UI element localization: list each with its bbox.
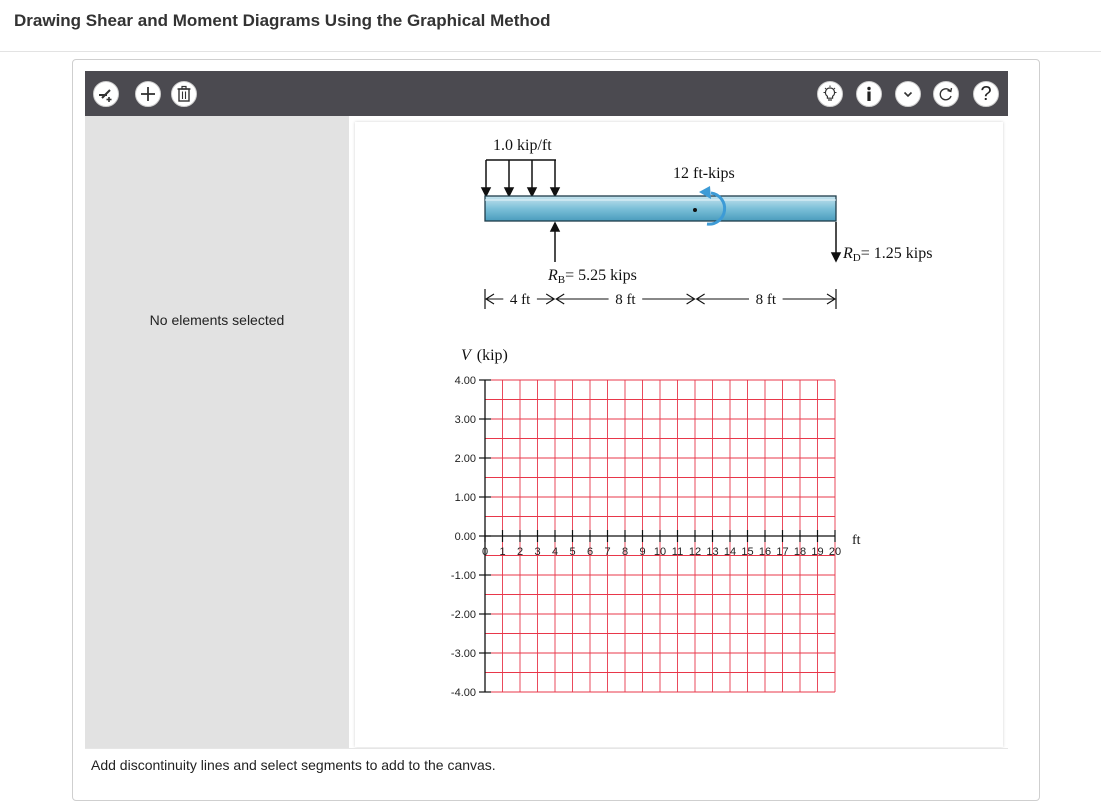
footer-instruction: Add discontinuity lines and select segments to add to the canvas. xyxy=(91,757,496,773)
y-tick-label: 4.00 xyxy=(454,375,476,387)
dimension-label: 8 ft xyxy=(755,292,777,308)
reaction-b-label: RB= 5.25 kips xyxy=(548,267,637,286)
y-tick-labels xyxy=(451,375,476,699)
y-tick-label: 3.00 xyxy=(454,414,476,426)
dimension-label: 4 ft xyxy=(509,292,531,308)
distributed-load xyxy=(482,160,559,196)
y-tick-label: -3.00 xyxy=(450,648,476,660)
x-tick-label: 15 xyxy=(741,546,754,558)
x-tick-label: 5 xyxy=(569,546,576,558)
y-tick-label: 1.00 xyxy=(454,492,476,504)
moment-load-label: 12 ft-kips xyxy=(673,165,735,182)
x-tick-label: 1 xyxy=(499,546,506,558)
selection-status: No elements selected xyxy=(149,312,285,328)
footer xyxy=(85,748,1008,790)
y-tick-label: 2.00 xyxy=(454,453,476,465)
x-tick-label: 7 xyxy=(604,546,611,558)
y-tick-label: 0.00 xyxy=(454,531,476,543)
x-tick-label: 20 xyxy=(828,546,842,558)
distributed-load-label: 1.0 kip/ft xyxy=(493,137,552,154)
reaction-d-label: RD= 1.25 kips xyxy=(843,245,933,264)
x-tick-labels xyxy=(482,546,841,558)
x-tick-label: 3 xyxy=(534,546,541,558)
x-tick-label: 16 xyxy=(758,546,772,558)
x-tick-label: 11 xyxy=(671,546,684,558)
graph-axes xyxy=(479,380,835,692)
x-tick-label: 0 xyxy=(481,546,489,558)
x-tick-label: 18 xyxy=(793,546,807,558)
dimension-segments xyxy=(486,292,835,308)
x-tick-label: 13 xyxy=(706,546,719,558)
page-title: Drawing Shear and Moment Diagrams Using the Graphical Method xyxy=(14,11,551,30)
y-tick-label: -1.00 xyxy=(450,570,476,582)
y-tick-label: -2.00 xyxy=(450,609,476,621)
graph-y-label: V (kip) xyxy=(461,347,508,364)
reaction-b-arrow xyxy=(551,223,559,262)
x-tick-label: 19 xyxy=(811,546,824,558)
x-tick-label: 12 xyxy=(688,546,702,558)
x-tick-label: 17 xyxy=(776,546,789,558)
moment-point xyxy=(693,208,697,212)
x-tick-label: 8 xyxy=(621,546,629,558)
x-tick-label: 9 xyxy=(639,546,646,558)
x-tick-label: 4 xyxy=(551,546,559,558)
y-tick-label: -4.00 xyxy=(450,687,476,699)
reaction-d-arrow xyxy=(832,222,840,261)
graph-x-unit: ft xyxy=(852,533,861,548)
x-tick-label: 6 xyxy=(586,546,594,558)
x-tick-label: 2 xyxy=(516,546,524,558)
x-tick-label: 10 xyxy=(653,546,667,558)
help-icon: ? xyxy=(980,83,992,105)
dimension-label: 8 ft xyxy=(615,292,636,308)
x-tick-label: 14 xyxy=(723,546,737,558)
